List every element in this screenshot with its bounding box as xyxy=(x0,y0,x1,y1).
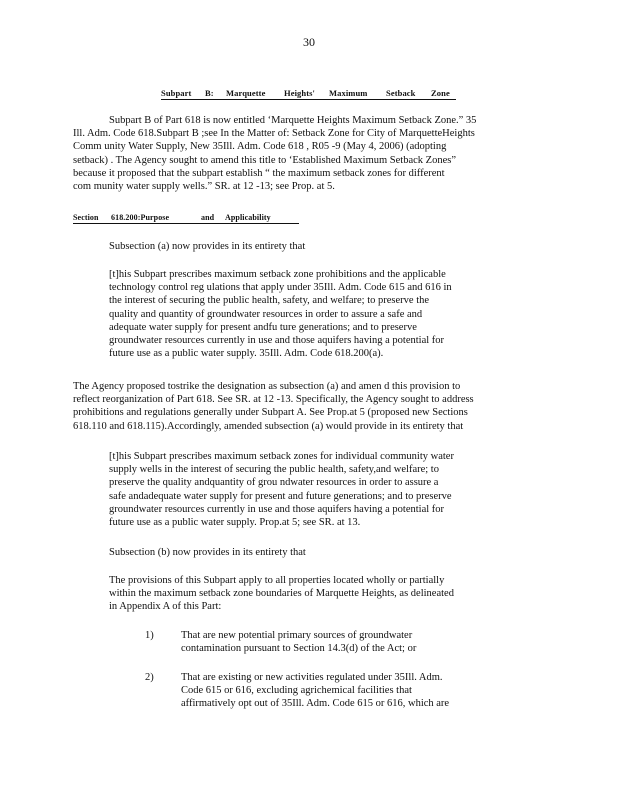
list-item xyxy=(145,671,485,711)
heading-word: B: xyxy=(205,88,214,98)
text-line: The provisions of this Subpart apply to all properties located wholly or partially xyxy=(109,575,445,586)
heading-word: Setback xyxy=(386,88,416,98)
section-heading xyxy=(73,212,299,224)
block-quote-3 xyxy=(109,574,509,614)
heading-word: 618.200:Purpose xyxy=(111,213,170,222)
text-line: Comm unity Water Supply, New 35Ill. Adm. Code 618 , R05 -9 (May 4, 2006) (adopting xyxy=(73,141,447,153)
text-line: reflect reorganization of Part 618. See SR. at 12 -13. Specifically, the Agency sought to address xyxy=(73,394,474,406)
heading-word: Subpart xyxy=(161,88,192,98)
block-quote-2 xyxy=(109,450,509,529)
text-line: The Agency proposed tostrike the designation as subsection (a) and amen d this provision to xyxy=(73,381,461,392)
heading-word: Maximum xyxy=(329,88,368,98)
subsection-b-intro: Subsection (b) now provides in its entirety that xyxy=(109,547,306,558)
heading-word: Section xyxy=(73,213,99,222)
text-line: groundwater resources currently in use and those aquifers having a potential for xyxy=(109,503,445,515)
heading-word: Applicability xyxy=(225,213,271,222)
heading-word: Marquette xyxy=(226,88,266,98)
text-line: [t]his Subpart prescribes maximum setback zones for individual community water xyxy=(109,451,454,462)
heading-word: Heights' xyxy=(284,88,316,98)
subpart-heading xyxy=(161,88,456,100)
text-line: quality and quantity of groundwater resources in order to assure a safe and xyxy=(109,308,423,320)
heading-word: Zone xyxy=(431,88,450,98)
text-line: future use as a public water supply. 35Ill. Adm. Code 618.200(a). xyxy=(109,348,384,360)
text-line: because it proposed that the subpart establish “ the maximum setback zones for different xyxy=(73,167,445,179)
text-line: in Appendix A of this Part: xyxy=(109,601,222,613)
text-line: prohibitions and regulations generally under Subpart A. See Prop.at 5 (proposed new Sections xyxy=(73,407,468,419)
list-item xyxy=(145,629,485,655)
list-item-number: 1) xyxy=(145,630,154,641)
text-line: affirmatively opt out of 35Ill. Adm. Code 615 or 616, which are xyxy=(181,698,450,710)
heading-word: and xyxy=(201,213,215,222)
text-line: com munity water supply wells.” SR. at 12 -13; see Prop. at 5. xyxy=(73,181,335,193)
text-line: adequate water supply for present andfu ture generations; and to preserve xyxy=(109,321,417,333)
text-line: [t]his Subpart prescribes maximum setback zone prohibitions and the applicable xyxy=(109,269,446,280)
text-line: groundwater resources currently in use and those aquifers having a potential for xyxy=(109,335,445,347)
text-line: the interest of securing the public health, safety, and welfare; to preserve the xyxy=(109,295,430,307)
text-line: 618.110 and 618.115).Accordingly, amended subsection (a) would provide in its entirety that xyxy=(73,420,464,432)
agency-proposal-paragraph xyxy=(73,380,518,433)
intro-paragraph xyxy=(73,114,518,193)
text-line: Ill. Adm. Code 618.Subpart B ;see In the Matter of: Setback Zone for City of MarquetteHeights xyxy=(73,128,475,140)
text-line: That are existing or new activities regulated under 35Ill. Adm. xyxy=(181,672,443,683)
text-line: safe andadequate water supply for present and future generations; and to preserve xyxy=(109,490,452,502)
text-line: preserve the quality andquantity of grou ndwater resources in order to assure a xyxy=(109,477,439,489)
text-line: Subpart B of Part 618 is now entitled ‘Marquette Heights Maximum Setback Zone.” 35 xyxy=(109,115,477,126)
text-line: future use as a public water supply. Prop.at 5; see SR. at 13. xyxy=(109,517,361,529)
text-line: within the maximum setback zone boundaries of Marquette Heights, as delineated xyxy=(109,588,454,600)
text-line: That are new potential primary sources of groundwater xyxy=(181,630,413,641)
text-line: setback) . The Agency sought to amend this title to ‘Established Maximum Setback Zones” xyxy=(73,154,456,166)
block-quote-1 xyxy=(109,268,509,360)
text-line: supply wells in the interest of securing the public health, safety,and welfare; to xyxy=(109,464,439,476)
page-number: 30 xyxy=(303,35,315,49)
text-line: Code 615 or 616, excluding agrichemical facilities that xyxy=(181,685,412,697)
text-line: technology control reg ulations that apply under 35Ill. Adm. Code 615 and 616 in xyxy=(109,282,452,294)
list-item-number: 2) xyxy=(145,672,154,683)
subsection-a-intro: Subsection (a) now provides in its entirety that xyxy=(109,241,306,252)
text-line: contamination pursuant to Section 14.3(d) of the Act; or xyxy=(181,643,417,655)
